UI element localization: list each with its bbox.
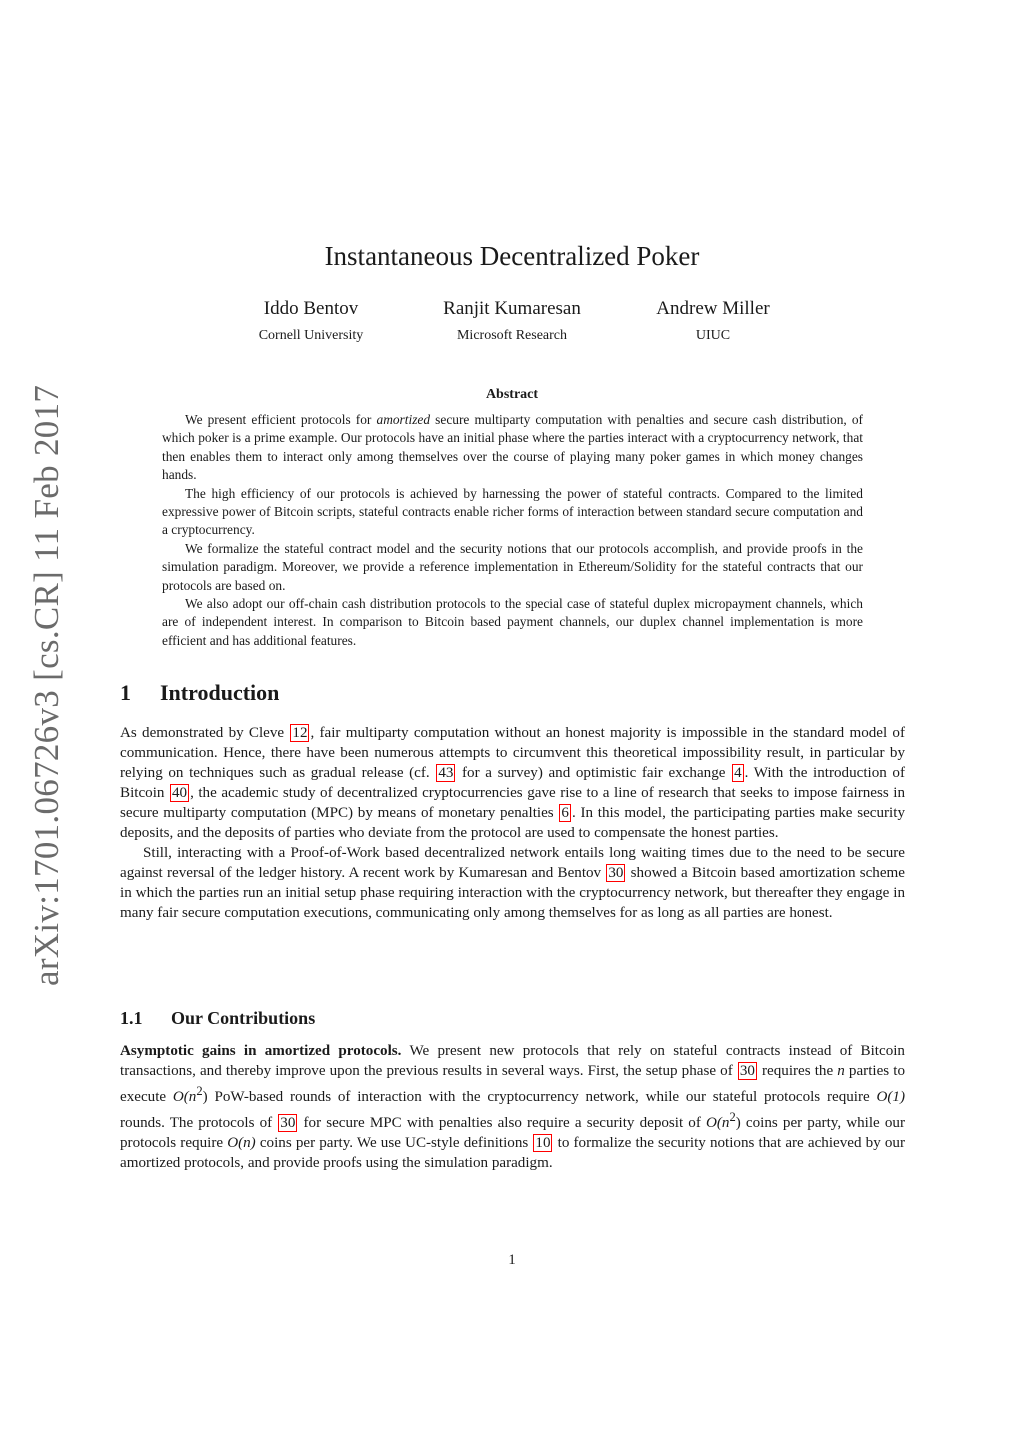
subsection-heading: [120, 1008, 315, 1029]
text: . In this model, the participating parties make security deposits, and the deposits of parties who deviate from the protocol are used to compensate the honest parties.: [120, 805, 905, 841]
text: As demonstrated by Cleve: [120, 725, 290, 741]
author-affiliation: Cornell University: [258, 328, 364, 343]
text: . With the introduction of Bitcoin: [120, 765, 905, 801]
abstract-heading: Abstract: [485, 387, 539, 402]
author-affiliation: Microsoft Research: [456, 328, 568, 343]
math-part: ): [202, 1089, 208, 1106]
abstract-paragraph: The high efficiency of our protocols is achieved by harnessing the power of stateful contracts. Compared to the limited expressive power of Bitcoin scripts, stateful contracts enable richer forms of interaction between standard secure computation and a cryptocurrency.: [162, 485, 863, 538]
section-title: Introduction: [160, 680, 280, 705]
math: [172, 1084, 208, 1106]
citation-link[interactable]: 30: [280, 1115, 296, 1132]
text: showed a Bitcoin based amortization scheme in which the parties run an initial setup phase requiring interaction with the cryptocurrency network, but thereafter they engage in many fair secure computation executions, communicating only among themselves for as long as all parties are honest.: [120, 865, 905, 921]
contributions-body: [120, 1041, 905, 1173]
text: We present efficient protocols for: [185, 412, 377, 427]
paragraph: [120, 843, 905, 923]
abstract-paragraph: We also adopt our off-chain cash distribution protocols to the special case of stateful duplex micropayment channels, which are of independent interest. In comparison to Bitcoin based payment channels, our duplex channel implementation is more efficient and has additional features.: [162, 596, 863, 648]
author-name: Ranjit Kumaresan: [443, 298, 581, 319]
citation-link[interactable]: 30: [608, 865, 624, 881]
author-3: [638, 298, 788, 344]
paragraph-lead: Asymptotic gains in amortized protocols.: [120, 1043, 402, 1059]
math: O(n): [227, 1135, 256, 1152]
introduction-body: [120, 723, 905, 923]
text: Still, interacting with a Proof-of-Work based decentralized network entails long waiting times due to the need to be secure against reversal of the ledger history. A recent work by Kumaresan and Bentov: [120, 845, 905, 881]
citation-link[interactable]: 30: [739, 1063, 755, 1079]
text: coins per party, while our protocols require: [120, 1115, 905, 1152]
text: rounds. The protocols of: [120, 1115, 278, 1132]
text: , the academic study of decentralized cryptocurrencies gave rise to a line of research that seeks to impose fairness in secure multiparty computation (MPC) by means of monetary penalties: [120, 785, 905, 821]
text: for a survey) and optimistic fair exchange: [456, 765, 732, 781]
citation-link[interactable]: 10: [535, 1135, 551, 1152]
abstract-body: [162, 411, 863, 650]
text: , fair multiparty computation without an honest majority is impossible in the standard model of communication. Hence, there have been numerous attempts to circumvent this theoretical impossibility result, in particular by relying on techniques such as gradual release (cf.: [120, 725, 906, 781]
page-number: 1: [508, 1252, 516, 1268]
text: to formalize the security notions that are achieved by our amortized protocols, and provide proofs using the simulation paradigm.: [120, 1135, 905, 1172]
abstract-paragraph: [162, 411, 863, 485]
citation-link[interactable]: 6: [561, 805, 569, 821]
subsection-title: Our Contributions: [171, 1008, 316, 1028]
citation-link[interactable]: 4: [734, 765, 742, 781]
math-part: ): [735, 1115, 741, 1132]
paragraph: [120, 1041, 905, 1173]
text: secure multiparty computation with penalties and secure cash distribution, of which poker is a prime example. Our protocols have an initial phase where the parties interact with a cryptocurrency network, that then enables them to interact only among themselves over the course of playing many poker games in which money changes hands.: [162, 412, 863, 483]
text: PoW-based rounds of interaction with the cryptocurrency network, while our stateful protocols require: [207, 1089, 877, 1106]
math-sup: 2: [196, 1084, 203, 1098]
arxiv-identifier: arXiv:1701.06726v3 [cs.CR] 11 Feb 2017: [27, 384, 66, 986]
author-2: [412, 298, 612, 344]
paper-title: Instantaneous Decentralized Poker: [324, 241, 700, 271]
math-sup: 2: [729, 1110, 736, 1125]
text: parties to execute: [120, 1063, 906, 1106]
citation-link[interactable]: 12: [292, 725, 308, 741]
subsection-number: 1.1: [120, 1008, 143, 1028]
author-affiliation: UIUC: [695, 328, 731, 343]
author-1: [236, 298, 386, 344]
text: We present new protocols that rely on stateful contracts instead of Bitcoin transactions, and thereby improve upon the previous results in several ways. First, the setup phase of: [120, 1043, 905, 1079]
math: O(1): [876, 1089, 905, 1106]
math: [706, 1110, 741, 1132]
text: for secure MPC with penalties also require a security deposit of: [298, 1115, 706, 1132]
math: n: [837, 1063, 845, 1079]
citation-link[interactable]: 43: [438, 765, 454, 781]
abstract-paragraph: We formalize the stateful contract model and the security notions that our protocols accomplish, and provide proofs in the simulation paradigm. Moreover, we provide a reference implementation in Ethereum/Solidity for the stateful contracts that our protocols are based on.: [162, 540, 863, 593]
section-heading: [120, 680, 279, 706]
emphasis: amortized: [376, 412, 431, 427]
math-part: O(n: [172, 1089, 197, 1106]
paragraph: [120, 723, 905, 843]
author-name: Iddo Bentov: [263, 298, 359, 319]
citation-link[interactable]: 40: [171, 785, 188, 801]
section-number: 1: [120, 680, 131, 705]
math-part: O(n: [706, 1115, 730, 1132]
author-name: Andrew Miller: [656, 298, 770, 319]
text: requires the: [757, 1063, 838, 1079]
text: coins per party. We use UC-style definitions: [255, 1135, 533, 1152]
